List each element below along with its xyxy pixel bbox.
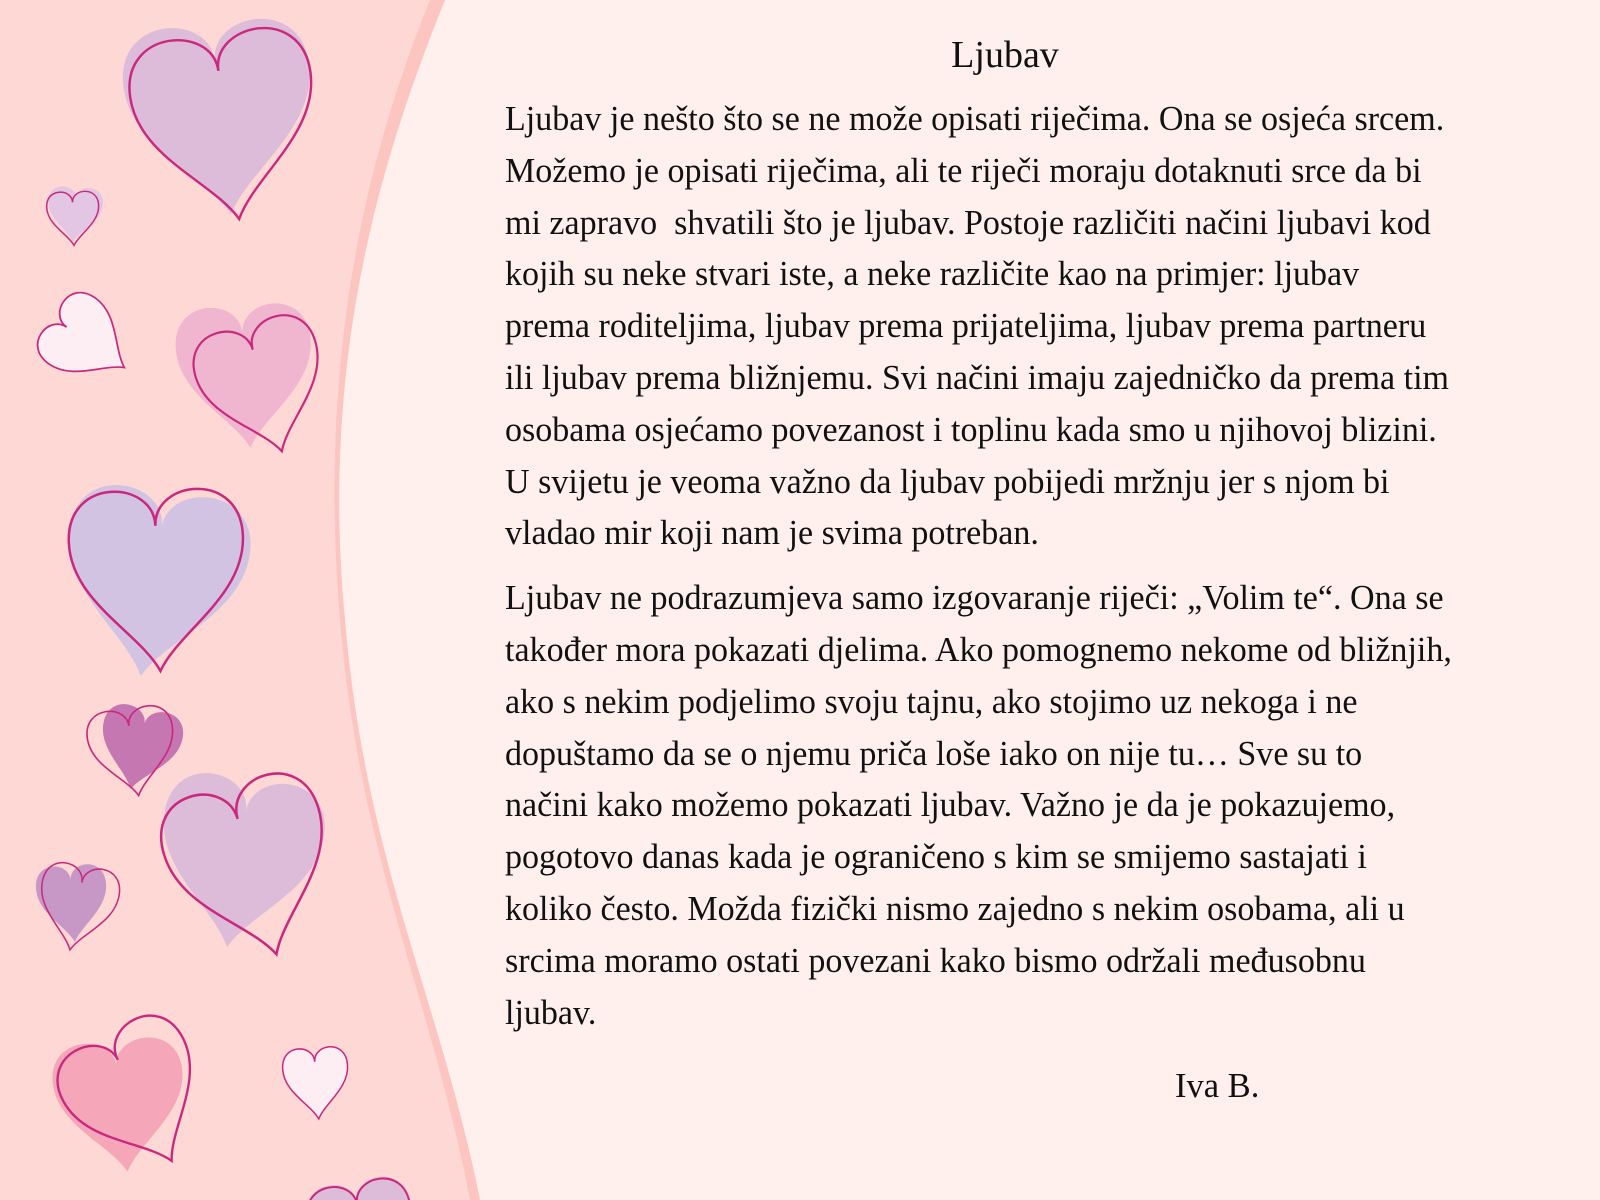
paragraph-line: kojih su neke stvari iste, a neke različite kao na primjer: ljubav xyxy=(505,255,1360,294)
paragraph-line: Ljubav ne podrazumjeva samo izgovaranje riječi: „Volim te“. Ona se xyxy=(505,579,1444,618)
paragraph-line: ako s nekim podjelimo svoju tajnu, ako stojimo uz nekoga i ne xyxy=(505,682,1358,721)
document-body xyxy=(505,30,1600,1105)
paragraph-line: pogotovo danas kada je ograničeno s kim se smijemo sastajati i xyxy=(505,838,1367,877)
paragraph-line: Ljubav je nešto što se ne može opisati riječima. Ona se osjeća srcem. xyxy=(505,100,1445,138)
paragraph-2 xyxy=(505,573,1600,1039)
paragraph-line: ljubav. xyxy=(505,993,597,1032)
paragraph-1 xyxy=(505,94,1600,560)
paragraph-line: dopuštamo da se o njemu priča loše iako on nije tu… Sve su to xyxy=(505,734,1363,773)
signature: Iva B. xyxy=(1175,1067,1260,1105)
paragraph-line: osobama osjećamo povezanost i toplinu kada smo u njihovoj blizini. xyxy=(505,410,1437,449)
paragraph-line: koliko često. Možda fizički nismo zajedno s nekim osobama, ali u xyxy=(505,889,1405,928)
paragraph-line: ili ljubav prema bližnjemu. Svi načini imaju zajedničko da prema tim xyxy=(505,358,1449,397)
paragraph-line: također mora pokazati djelima. Ako pomognemo nekome od bližnjih, xyxy=(505,630,1452,669)
paragraph-line: načini kako možemo pokazati ljubav. Važno je da je pokazujemo, xyxy=(505,786,1396,825)
paragraph-line: mi zapravo shvatili što je ljubav. Postoje različiti načini ljubavi kod xyxy=(505,203,1431,242)
paragraph-line: srcima moramo ostati povezani kako bismo održali međusobnu xyxy=(505,941,1366,980)
paragraph-line: prema roditeljima, ljubav prema prijateljima, ljubav prema partneru xyxy=(505,307,1427,346)
paragraph-line: vladao mir koji nam je svima potreban. xyxy=(505,514,1039,553)
document-title: Ljubav xyxy=(951,34,1059,76)
paragraph-line: U svijetu je veoma važno da ljubav pobijedi mržnju jer s njom bi xyxy=(505,462,1390,501)
paragraph-line: Možemo je opisati riječima, ali te riječi moraju dotaknuti srce da bi xyxy=(505,151,1422,190)
